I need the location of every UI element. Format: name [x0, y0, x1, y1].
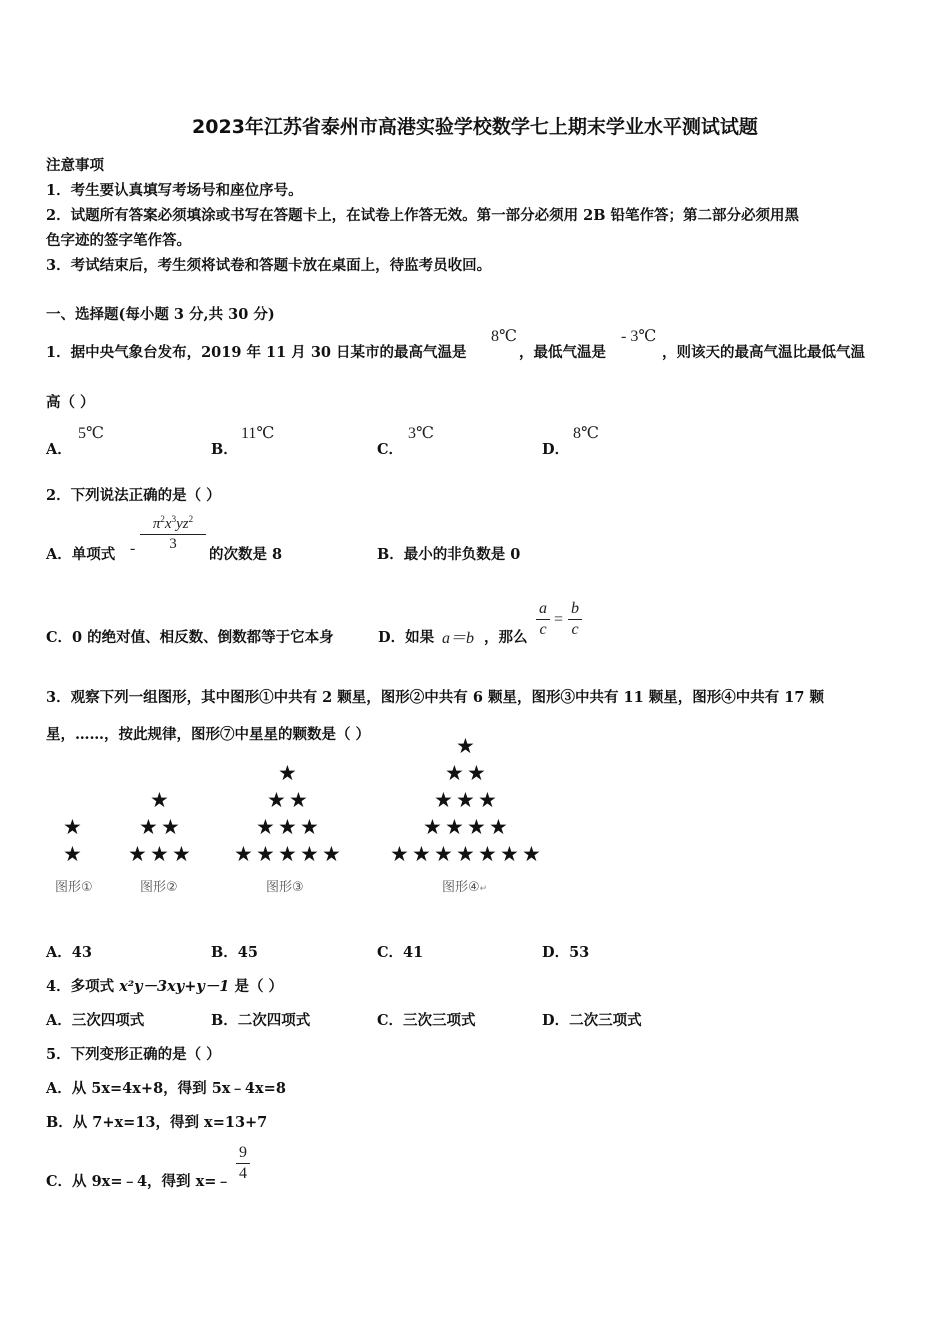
- star-icon: ★: [267, 788, 286, 812]
- star-icon: ★: [150, 788, 169, 812]
- q1-text-d: 高（ ）: [46, 394, 95, 411]
- notice-item-2b: 色字迹的签字笔作答。: [46, 232, 191, 249]
- star-icon: ★: [150, 842, 169, 866]
- star-icon: ★: [278, 815, 297, 839]
- star-icon: ★: [300, 842, 319, 866]
- q2-option-d-fraction-1: a c: [536, 600, 550, 639]
- q1-option-c-label: C．: [377, 441, 404, 458]
- star-icon: ★: [434, 842, 453, 866]
- q2-stem: 2．下列说法正确的是（ ）: [46, 487, 221, 504]
- q3-caption-4: 图形④↵: [442, 880, 488, 895]
- q1-text-a: 1．据中央气象台发布，2019 年 11 月 30 日某市的最高气温是: [46, 344, 467, 361]
- star-icon: ★: [172, 842, 191, 866]
- q3-caption-1: 图形①: [55, 880, 93, 895]
- notice-item-2a: 2．试题所有答案必须填涂或书写在答题卡上，在试卷上作答无效。第一部分必须用 2B 铅笔作答；第二部分必须用黑: [46, 207, 800, 224]
- q2-option-d-mid: ，那么: [484, 629, 528, 646]
- star-icon: ★: [139, 815, 158, 839]
- q2-option-d-equals: =: [554, 611, 564, 628]
- q2-option-d-equation: a＝b: [442, 630, 475, 647]
- q4-option-a: A．三次四项式: [46, 1012, 145, 1029]
- star-icon: ★: [467, 815, 486, 839]
- star-icon: ★: [478, 788, 497, 812]
- star-icon: ★: [500, 842, 519, 866]
- star-icon: ★: [467, 761, 486, 785]
- q1-option-b-value: 11℃: [241, 425, 275, 442]
- star-icon: ★: [434, 788, 453, 812]
- q2-option-d-fraction-2: b c: [568, 600, 582, 639]
- q2-option-a-numerator: $\pi^2x^3yz^2$: [152, 514, 194, 532]
- star-icon: ★: [256, 842, 275, 866]
- q1-temp-low: - 3℃: [621, 328, 657, 345]
- star-icon: ★: [256, 815, 275, 839]
- star-icon: ★: [445, 815, 464, 839]
- q4-option-d: D．二次三项式: [542, 1012, 642, 1029]
- q5-option-c-fraction: 9 4: [236, 1144, 250, 1183]
- star-icon: ★: [300, 815, 319, 839]
- q5-option-b: B．从 7+x=13，得到 x=13+7: [46, 1114, 268, 1131]
- q3-line-2: 星，……，按此规律，图形⑦中星星的颗数是（ ）: [46, 726, 371, 743]
- q5-option-c-text: C．从 9x=﹣4，得到 x=﹣: [46, 1173, 231, 1190]
- q1-option-a-value: 5℃: [78, 425, 104, 442]
- section-heading: 一、选择题(每小题 3 分,共 30 分): [46, 306, 275, 323]
- notice-heading: 注意事项: [46, 157, 104, 174]
- q3-option-a: A．43: [46, 944, 92, 961]
- q3-option-d: D．53: [542, 944, 590, 961]
- star-icon: ★: [456, 788, 475, 812]
- q1-text-c: ，则该天的最高气温比最低气温: [662, 344, 865, 361]
- q1-text-b: ，最低气温是: [519, 344, 606, 361]
- star-icon: ★: [278, 842, 297, 866]
- q4-stem: 4．多项式 x²y－3xy+y－1 是（ ）: [46, 978, 283, 995]
- q4-option-c: C．三次三项式: [377, 1012, 476, 1029]
- star-icon: ★: [278, 761, 297, 785]
- q1-option-b-label: B．: [211, 441, 238, 458]
- star-icon: ★: [289, 788, 308, 812]
- q3-option-c: C．41: [377, 944, 424, 961]
- q2-option-a-minus: -: [130, 540, 136, 557]
- q3-caption-2: 图形②: [140, 880, 178, 895]
- star-icon: ★: [478, 842, 497, 866]
- star-icon: ★: [445, 761, 464, 785]
- q1-option-c-value: 3℃: [408, 425, 434, 442]
- notice-item-1: 1．考生要认真填写考场号和座位序号。: [46, 182, 303, 199]
- q2-option-a-denominator: 3: [169, 536, 177, 552]
- q2-option-a-fraction: [140, 514, 206, 553]
- q2-option-c: C．0 的绝对值、相反数、倒数都等于它本身: [46, 629, 334, 646]
- page-title: 2023年江苏省泰州市高港实验学校数学七上期末学业水平测试试题: [192, 116, 758, 138]
- star-icon: ★: [322, 842, 341, 866]
- q2-option-b: B．最小的非负数是 0: [377, 546, 521, 563]
- q3-caption-3: 图形③: [266, 880, 304, 895]
- q2-option-a-tail: 的次数是 8: [209, 546, 283, 563]
- q1-option-d-value: 8℃: [573, 425, 599, 442]
- q4-polynomial: x²y－3xy+y－1: [119, 978, 230, 995]
- q3-caption-mark: ↵: [479, 884, 488, 894]
- q1-option-a-label: A．: [46, 441, 72, 458]
- q5-option-a: A．从 5x=4x+8，得到 5x﹣4x=8: [46, 1080, 286, 1097]
- q1-option-d-label: D．: [542, 441, 570, 458]
- q2-option-d-label: D．如果: [378, 629, 435, 646]
- star-icon: ★: [522, 842, 541, 866]
- q3-line-1: 3．观察下列一组图形，其中图形①中共有 2 颗星，图形②中共有 6 颗星，图形③中共有 11 颗星，图形④中共有 17 颗: [46, 689, 825, 706]
- star-icon: ★: [456, 734, 475, 758]
- star-icon: ★: [423, 815, 442, 839]
- star-icon: ★: [234, 842, 253, 866]
- notice-item-3: 3．考试结束后，考生须将试卷和答题卡放在桌面上，待监考员收回。: [46, 257, 492, 274]
- star-icon: ★: [456, 842, 475, 866]
- star-icon: ★: [161, 815, 180, 839]
- q4-option-b: B．二次四项式: [211, 1012, 311, 1029]
- q1-temp-high: 8℃: [491, 328, 517, 345]
- star-icon: ★: [63, 815, 82, 839]
- star-icon: ★: [63, 842, 82, 866]
- q3-option-b: B．45: [211, 944, 258, 961]
- star-icon: ★: [412, 842, 431, 866]
- star-icon: ★: [128, 842, 147, 866]
- star-icon: ★: [390, 842, 409, 866]
- q2-option-a-label: A．单项式: [46, 546, 116, 563]
- q5-stem: 5．下列变形正确的是（ ）: [46, 1046, 221, 1063]
- star-icon: ★: [489, 815, 508, 839]
